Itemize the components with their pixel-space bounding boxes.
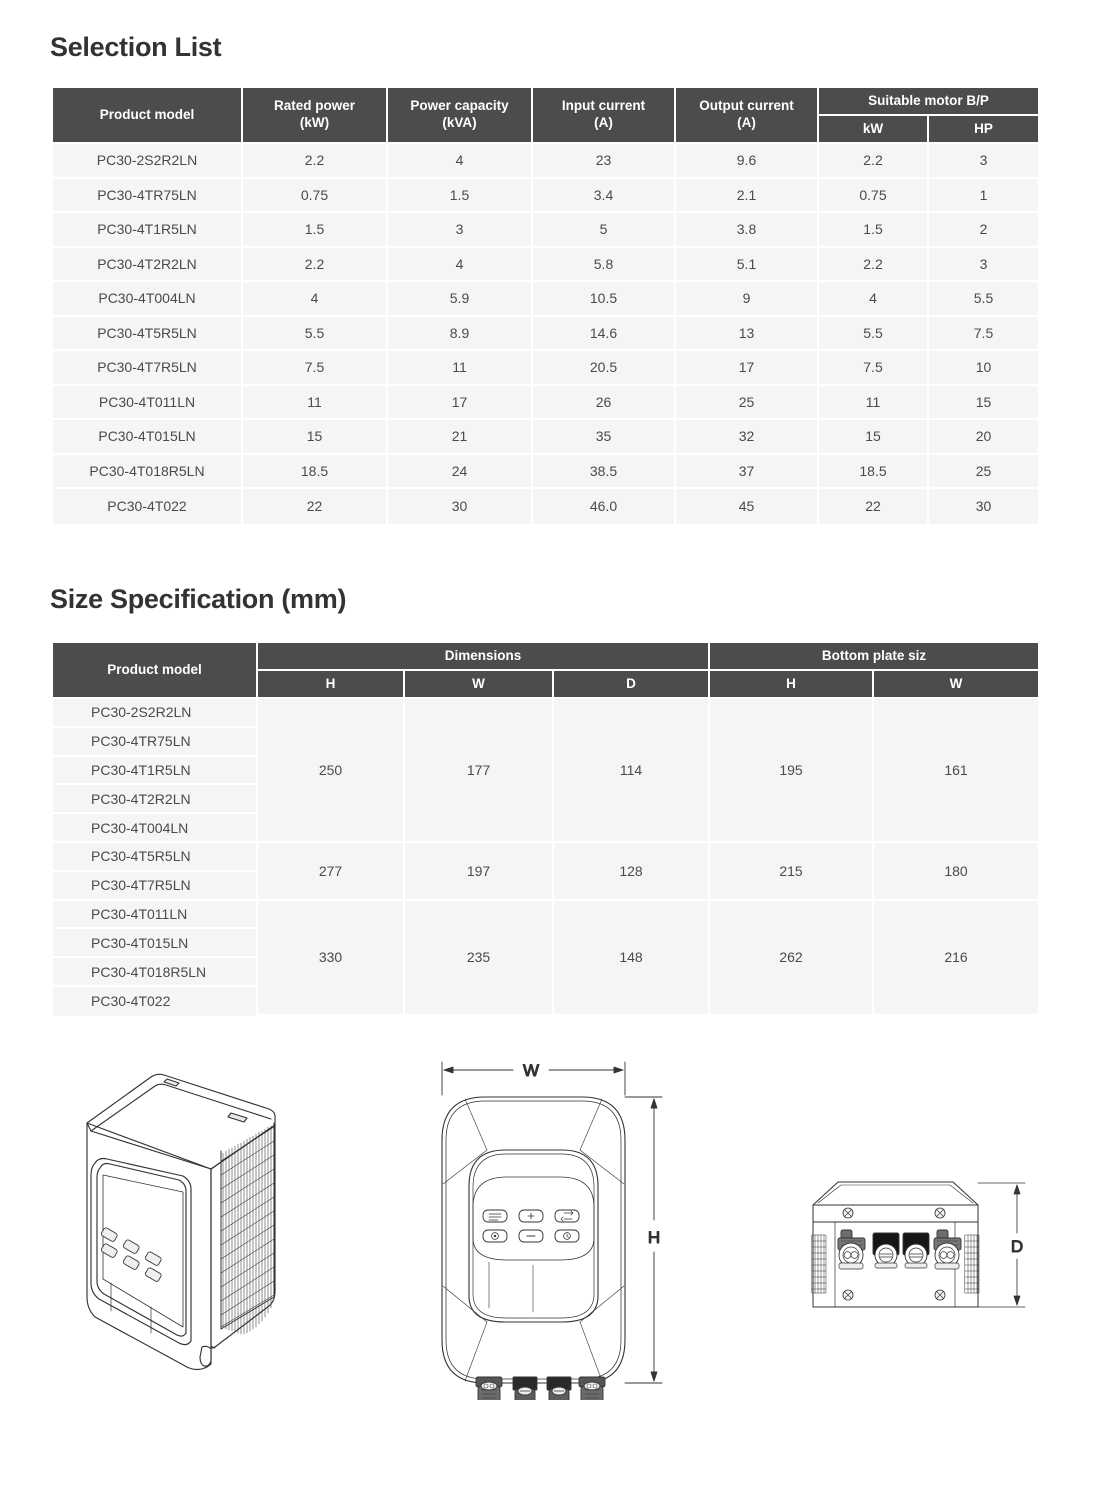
front-view-height-label: H — [647, 1228, 661, 1247]
cell-dim-h: 330 — [258, 901, 405, 1016]
cell-dim-w: 235 — [405, 901, 554, 1016]
rated-power-line2: (kW) — [299, 115, 330, 130]
power-capacity-line1: Power capacity — [410, 98, 509, 114]
table-row — [53, 699, 1038, 728]
cell-rated-power: 0.75 — [243, 179, 388, 214]
cell-product-model: PC30-4T011LN — [53, 901, 258, 930]
size-col-header-plate-w: W — [874, 671, 1038, 699]
cell-dim-w: 197 — [405, 843, 554, 901]
cell-product-model: PC30-2S2R2LN — [53, 699, 258, 728]
cell-output-current: 13 — [676, 317, 819, 352]
cell-plate-h: 262 — [710, 901, 874, 1016]
table-row — [53, 351, 1038, 386]
col-header-suitable-motor: Suitable motor B/P — [819, 88, 1038, 116]
cell-input-current: 23 — [533, 144, 676, 179]
cell-product-model: PC30-4T015LN — [53, 929, 258, 958]
cell-input-current: 35 — [533, 420, 676, 455]
cell-product-model: PC30-4TR75LN — [53, 179, 243, 214]
cell-motor-hp: 10 — [929, 351, 1038, 386]
output-current-line2: (A) — [737, 115, 756, 130]
col-header-product-model: Product model — [53, 88, 243, 144]
col-header-rated-power — [243, 88, 388, 144]
page-title-selection-list: Selection List — [50, 32, 222, 62]
cell-motor-hp: 5.5 — [929, 282, 1038, 317]
cell-power-capacity: 17 — [388, 386, 533, 421]
cell-input-current: 38.5 — [533, 455, 676, 490]
cell-input-current: 5.8 — [533, 248, 676, 283]
cell-output-current: 5.1 — [676, 248, 819, 283]
cell-motor-kw: 18.5 — [819, 455, 929, 490]
cell-rated-power: 11 — [243, 386, 388, 421]
cell-product-model: PC30-4T1R5LN — [53, 757, 258, 786]
selection-table-body — [53, 144, 1038, 524]
table-row — [53, 420, 1038, 455]
cell-motor-kw: 22 — [819, 489, 929, 524]
cell-power-capacity: 4 — [388, 248, 533, 283]
table-row — [53, 144, 1038, 179]
cell-input-current: 5 — [533, 213, 676, 248]
size-col-header-plate-h: H — [710, 671, 874, 699]
bottom-view-depth-label: D — [1010, 1237, 1024, 1256]
cell-product-model: PC30-4TR75LN — [53, 728, 258, 757]
col-header-output-current — [676, 88, 819, 144]
cell-motor-hp: 3 — [929, 144, 1038, 179]
cell-power-capacity: 21 — [388, 420, 533, 455]
input-current-line2: (A) — [594, 115, 613, 130]
size-col-header-dim-d: D — [554, 671, 710, 699]
cell-product-model: PC30-4T018R5LN — [53, 958, 258, 987]
table-row — [53, 901, 1038, 930]
cell-product-model: PC30-4T015LN — [53, 420, 243, 455]
cell-power-capacity: 3 — [388, 213, 533, 248]
cell-power-capacity: 5.9 — [388, 282, 533, 317]
cell-input-current: 10.5 — [533, 282, 676, 317]
cell-motor-hp: 3 — [929, 248, 1038, 283]
cell-input-current: 3.4 — [533, 179, 676, 214]
cell-rated-power: 18.5 — [243, 455, 388, 490]
bottom-view-drawing — [785, 1155, 1045, 1345]
cell-power-capacity: 4 — [388, 144, 533, 179]
cell-motor-hp: 30 — [929, 489, 1038, 524]
cell-product-model: PC30-4T2R2LN — [53, 785, 258, 814]
cell-product-model: PC30-4T004LN — [53, 282, 243, 317]
cell-rated-power: 15 — [243, 420, 388, 455]
cell-motor-kw: 15 — [819, 420, 929, 455]
size-col-header-dim-w: W — [405, 671, 554, 699]
cell-motor-hp: 7.5 — [929, 317, 1038, 352]
cell-product-model: PC30-4T022 — [53, 987, 258, 1016]
col-header-power-capacity — [388, 88, 533, 144]
cell-motor-kw: 2.2 — [819, 144, 929, 179]
cell-dim-h: 250 — [258, 699, 405, 843]
cell-plate-w: 216 — [874, 901, 1038, 1016]
cell-output-current: 9.6 — [676, 144, 819, 179]
rated-power-line1: Rated power — [273, 98, 355, 114]
cell-motor-hp: 25 — [929, 455, 1038, 490]
cell-motor-hp: 15 — [929, 386, 1038, 421]
cell-power-capacity: 1.5 — [388, 179, 533, 214]
size-col-header-product-model: Product model — [53, 643, 258, 699]
cell-rated-power: 4 — [243, 282, 388, 317]
cell-product-model: PC30-4T5R5LN — [53, 843, 258, 872]
cell-dim-d: 114 — [554, 699, 710, 843]
front-view-width-label: W — [522, 1061, 540, 1080]
table-row — [53, 489, 1038, 524]
cell-dim-h: 277 — [258, 843, 405, 901]
cell-product-model: PC30-4T5R5LN — [53, 317, 243, 352]
table-row — [53, 386, 1038, 421]
cell-power-capacity: 24 — [388, 455, 533, 490]
cell-output-current: 2.1 — [676, 179, 819, 214]
cell-product-model: PC30-4T022 — [53, 489, 243, 524]
cell-rated-power: 1.5 — [243, 213, 388, 248]
cell-product-model: PC30-4T2R2LN — [53, 248, 243, 283]
product-drawings — [0, 1040, 1109, 1440]
table-row — [53, 282, 1038, 317]
cell-input-current: 14.6 — [533, 317, 676, 352]
cell-product-model: PC30-4T011LN — [53, 386, 243, 421]
cell-motor-kw: 5.5 — [819, 317, 929, 352]
cell-motor-kw: 0.75 — [819, 179, 929, 214]
selection-table-header — [53, 88, 1038, 144]
cell-motor-kw: 1.5 — [819, 213, 929, 248]
cell-output-current: 32 — [676, 420, 819, 455]
size-specification-table — [53, 643, 1038, 1016]
col-header-motor-kw: kW — [819, 116, 929, 144]
cell-plate-h: 215 — [710, 843, 874, 901]
cell-plate-w: 180 — [874, 843, 1038, 901]
cell-product-model: PC30-4T7R5LN — [53, 872, 258, 901]
cell-output-current: 25 — [676, 386, 819, 421]
cell-output-current: 3.8 — [676, 213, 819, 248]
cell-motor-hp: 20 — [929, 420, 1038, 455]
cell-motor-hp: 2 — [929, 213, 1038, 248]
table-row — [53, 179, 1038, 214]
cell-output-current: 17 — [676, 351, 819, 386]
cell-product-model: PC30-2S2R2LN — [53, 144, 243, 179]
cell-motor-hp: 1 — [929, 179, 1038, 214]
cell-output-current: 9 — [676, 282, 819, 317]
cell-plate-w: 161 — [874, 699, 1038, 843]
col-header-input-current — [533, 88, 676, 144]
power-capacity-line2: (kVA) — [442, 115, 477, 130]
table-row — [53, 213, 1038, 248]
table-row — [53, 248, 1038, 283]
cell-output-current: 45 — [676, 489, 819, 524]
cell-input-current: 46.0 — [533, 489, 676, 524]
cell-dim-w: 177 — [405, 699, 554, 843]
cell-power-capacity: 8.9 — [388, 317, 533, 352]
table-row — [53, 317, 1038, 352]
cell-motor-kw: 11 — [819, 386, 929, 421]
cell-rated-power: 5.5 — [243, 317, 388, 352]
size-table-body — [53, 699, 1038, 1016]
cell-input-current: 20.5 — [533, 351, 676, 386]
cell-rated-power: 7.5 — [243, 351, 388, 386]
cell-product-model: PC30-4T1R5LN — [53, 213, 243, 248]
cell-rated-power: 2.2 — [243, 144, 388, 179]
cell-power-capacity: 11 — [388, 351, 533, 386]
cell-motor-kw: 4 — [819, 282, 929, 317]
size-table-header — [53, 643, 1038, 699]
cell-dim-d: 148 — [554, 901, 710, 1016]
cell-product-model: PC30-4T004LN — [53, 814, 258, 843]
cell-input-current: 26 — [533, 386, 676, 421]
selection-list-table — [53, 88, 1038, 524]
cell-power-capacity: 30 — [388, 489, 533, 524]
cell-product-model: PC30-4T7R5LN — [53, 351, 243, 386]
size-col-header-dimensions: Dimensions — [258, 643, 710, 671]
table-row — [53, 843, 1038, 872]
size-col-header-bottom-plate: Bottom plate siz — [710, 643, 1038, 671]
cell-plate-h: 195 — [710, 699, 874, 843]
size-col-header-dim-h: H — [258, 671, 405, 699]
output-current-line1: Output current — [699, 98, 794, 114]
cell-rated-power: 22 — [243, 489, 388, 524]
input-current-line1: Input current — [561, 98, 646, 114]
cell-motor-kw: 7.5 — [819, 351, 929, 386]
cell-output-current: 37 — [676, 455, 819, 490]
cell-product-model: PC30-4T018R5LN — [53, 455, 243, 490]
cell-rated-power: 2.2 — [243, 248, 388, 283]
isometric-product-drawing — [55, 1065, 325, 1390]
cell-dim-d: 128 — [554, 843, 710, 901]
col-header-motor-hp: HP — [929, 116, 1038, 144]
front-view-drawing — [425, 1050, 685, 1405]
page-title-size-specification: Size Specification (mm) — [50, 584, 347, 614]
cell-motor-kw: 2.2 — [819, 248, 929, 283]
table-row — [53, 455, 1038, 490]
